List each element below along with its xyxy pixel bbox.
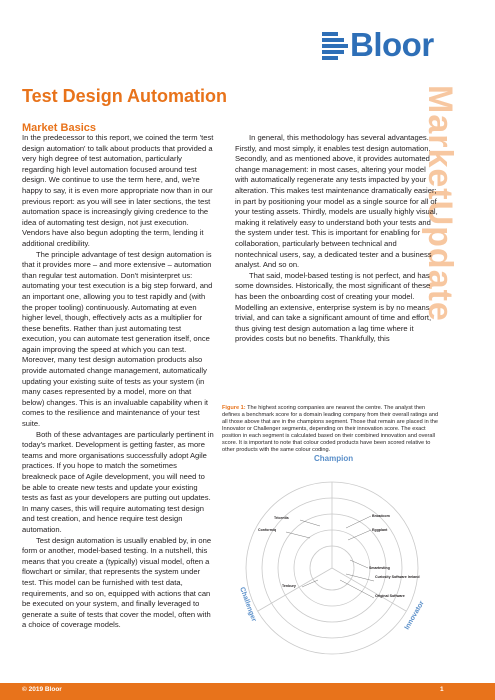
- paragraph: Test design automation is usually enabled by, in one form or another, model-based testing. In a nutshell, this means that you create a (typically) visual model, often a flowchart or similar, that represents the system under test. This model can be furnished with test data, requirements, and so on, equipped with actions that can be executed on your system, and finally leveraged to generate a suite of tests that cover the model, often with a choice of coverage models.: [22, 535, 212, 630]
- figure-caption: [222, 405, 444, 454]
- paragraph: That said, model-based testing is not perfect, and has some downsides. Historically, the most significant of these has been the onboarding cost of creating your model. Modelling an extensive, enterprise system is by no means trivial, and can take a significant amount of time and effort, thus giving test design automation a lag time where it provides costs but no benefits. Thankfully, this: [235, 270, 432, 344]
- point-label: Smartesting: [369, 566, 390, 570]
- chart-dividers: [258, 482, 406, 611]
- point-label: Tenbury: [282, 584, 296, 588]
- logo-text: Bloor: [350, 26, 434, 63]
- footer-bar: [0, 683, 495, 700]
- left-column: [22, 133, 214, 631]
- point-label: Curiosity Software Ireland: [375, 575, 420, 579]
- paragraph: Both of these advantages are particularly pertinent in today's market. Development is getting faster, as more teams and more organisations successfully adopt Agile practices. If you hope to match the sometimes breakneck pace of Agile development, you will need to be able to create new tests and update your existing tests as fast as your developers are putting out updates. In many cases, this will require automating test design and test creation, and hence require test design automation.: [22, 429, 214, 534]
- point-label: Original Software: [375, 594, 405, 598]
- segment-label-challenger: Challenger: [238, 586, 258, 623]
- page-title: Test Design Automation: [22, 86, 228, 106]
- stem: [300, 520, 320, 526]
- segment-label-innovator: Innovator: [403, 599, 426, 631]
- logo-mark-icon: [322, 32, 348, 62]
- point-label: Conformiq: [258, 528, 277, 532]
- point-stems: [286, 516, 374, 598]
- figure-label: Figure 1:: [222, 405, 246, 411]
- bloor-logo: [322, 28, 472, 68]
- page-number: 1: [440, 686, 444, 693]
- point-label: Tricentis: [274, 516, 289, 520]
- stem: [350, 560, 368, 568]
- section-heading: Market Basics: [22, 122, 96, 134]
- figure-caption-text: The highest scoring companies are nearest the centre. The analyst then defines a benchmark score for a domain leading company from their overall ratings and all those above that are in the champions segment. Those that remain are placed in the Innovator or Challenger segments, depending on their innovation score. The exact position in each segment is calculated based on their combined innovation and overall score. It is important to note that colour coded products have been scored relative to other products with the same colour coding.: [222, 405, 439, 453]
- stem: [346, 516, 371, 528]
- right-column: [235, 133, 440, 345]
- point-label: Broadcom: [372, 514, 390, 518]
- market-update-banner: MarketUpdate: [421, 85, 459, 322]
- market-chart: [222, 450, 442, 660]
- paragraph: In the predecessor to this report, we coined the term 'test design automation' to talk about products that provided a very high degree of test automation, particularly regarding high level automation focused around test design. We continue to use the term here, and, we're happy to say, it is even more appropriate now than in our previous report: as you will see in later sections, the test automation space is increasingly giving credence to the idea of automating test design, not just execution. Vendors have also begun adopting the term, lending it additional credibility.: [22, 133, 214, 248]
- point-label: Eggplant: [372, 528, 388, 532]
- segment-label-champion: Champion: [314, 454, 354, 463]
- paragraph: In general, this methodology has several advantages. Firstly, and most simply, it enables test design automation. Secondly, and as mentioned above, it provides automated change management: in most cases, altering your model with automatically regenerate any tests impacted by your alteration. This makes test maintenance dramatically easier; in part by positioning your model as a single source for all of your testing assets. Thirdly, models are usually highly visual, making it relatively easy to understand both your tests and the system under test. This is important for enabling for collaboration, particularly between technical and nontechnical users, say, a dedicated tester and a business analyst. And so on.: [235, 133, 438, 270]
- paragraph: The principle advantage of test design automation is that it provides more – and more extensive – automation than regular test automation. Don't misinterpret us: automating your test execution is a big step forward, and an important one, allowing you to test rapidly and (with the proper tooling) continuously. Automating at even higher level, though, effectively acts as a multiplier for these benefits. Rather than just automating test execution, you can automate test generation itself, once again improving the speed at which you can test. Moreover, many test design automation products also provide automated change management, automatically updating your existing suite of tests as your system (in many cases represented by a model, more on that below) changes. This is an invaluable capability when it comes to the resilience and maintenance of your test suite.: [22, 249, 213, 429]
- chart-points: [258, 514, 420, 598]
- copyright: © 2019 Bloor: [22, 686, 62, 693]
